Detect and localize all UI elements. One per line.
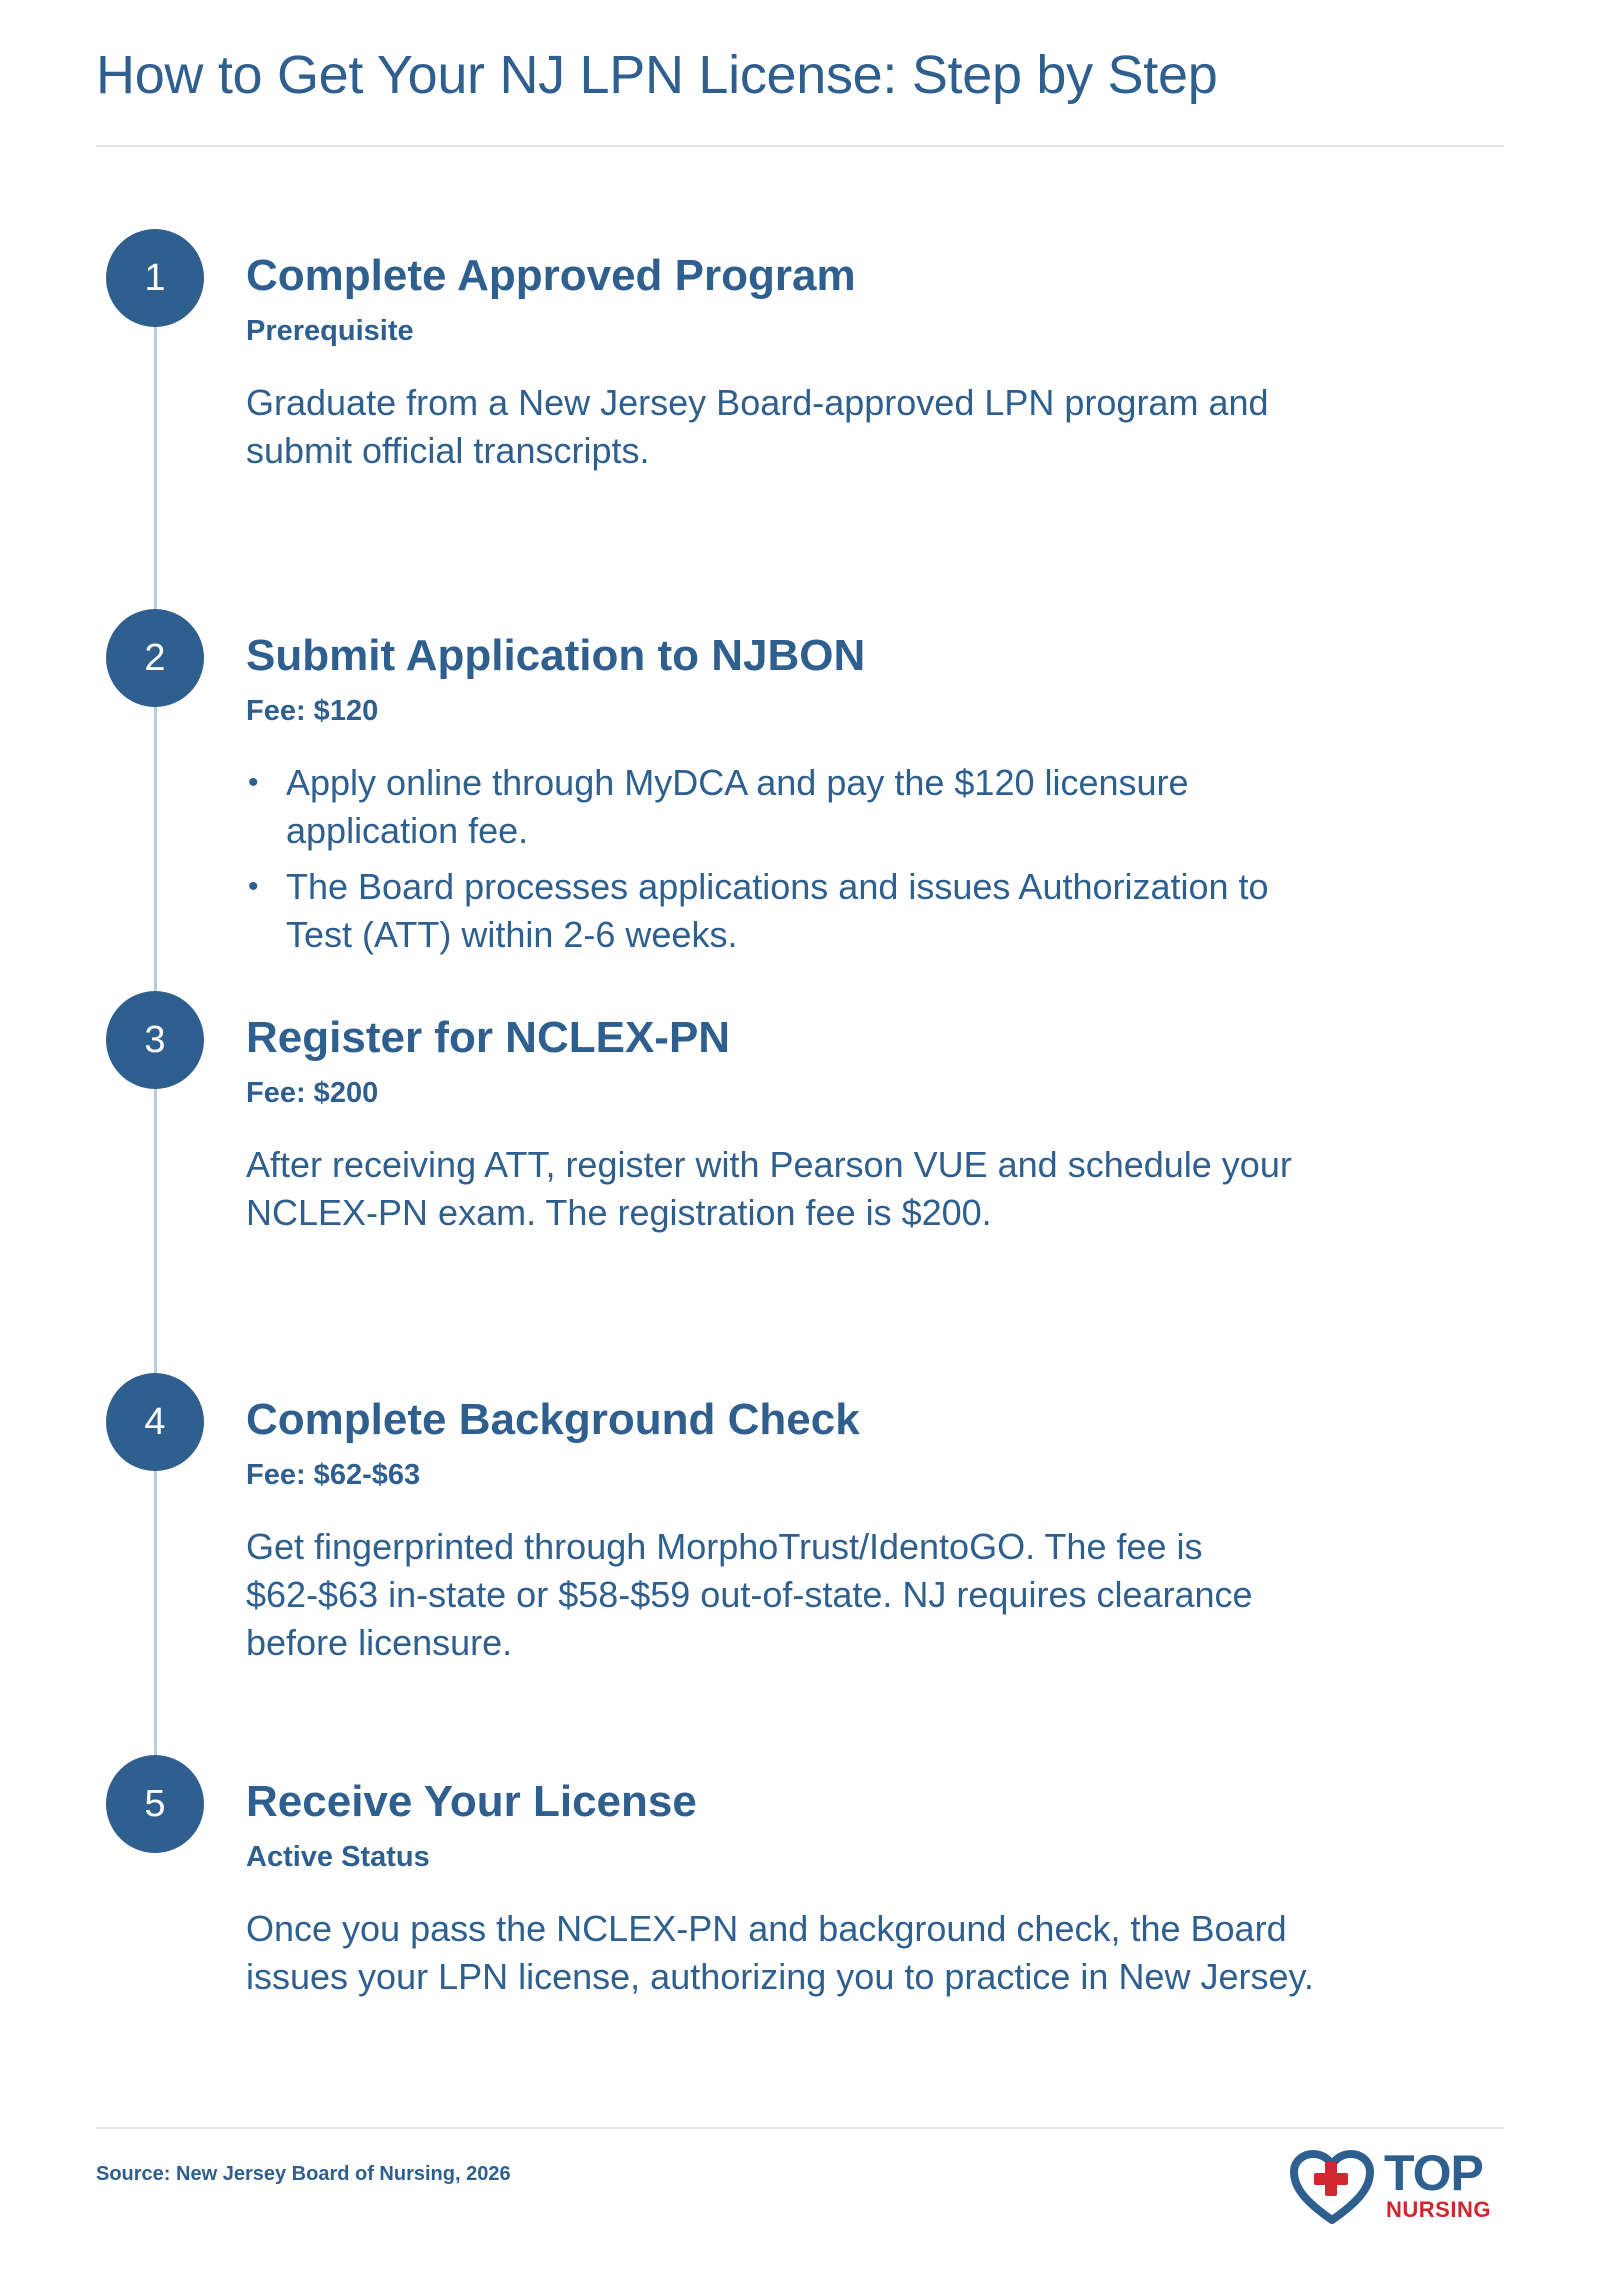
step-title: Submit Application to NJBON bbox=[246, 631, 866, 680]
step-subtitle: Fee: $200 bbox=[246, 1077, 379, 1109]
list-item: • The Board processes applications and issues Authorization to Test (ATT) within 2-6 weeks. bbox=[246, 863, 1296, 959]
source-note: Source: New Jersey Board of Nursing, 2026 bbox=[96, 2163, 511, 2185]
step-number-badge: 5 bbox=[106, 1755, 204, 1853]
step-description: After receiving ATT, register with Pearson VUE and schedule your NCLEX-PN exam. The registration fee is $200. bbox=[246, 1144, 1292, 1233]
step-number-badge: 4 bbox=[106, 1373, 204, 1471]
brand-wordmark-top: TOP bbox=[1384, 2145, 1483, 2201]
step-description: Get fingerprinted through MorphoTrust/IdentoGO. The fee is $62-$63 in-state or $58-$59 out-of-state. NJ requires clearance before licensure. bbox=[246, 1526, 1253, 1663]
step-subtitle: Fee: $120 bbox=[246, 695, 379, 727]
page-title: How to Get Your NJ LPN License: Step by Step bbox=[96, 45, 1218, 105]
step-number-badge: 1 bbox=[106, 229, 204, 327]
step-subtitle: Fee: $62-$63 bbox=[246, 1459, 421, 1491]
step-description: Graduate from a New Jersey Board-approved LPN program and submit official transcripts. bbox=[246, 382, 1269, 471]
heart-plus-icon bbox=[1290, 2150, 1374, 2224]
brand-wordmark-bottom: NURSING bbox=[1386, 2197, 1491, 2222]
step-subtitle: Prerequisite bbox=[246, 315, 414, 347]
header-divider bbox=[96, 145, 1504, 147]
list-item: • Apply online through MyDCA and pay the $120 licensure application fee. bbox=[246, 759, 1296, 855]
step-description: Once you pass the NCLEX-PN and background check, the Board issues your LPN license, authorizing you to practice in New Jersey. bbox=[246, 1908, 1314, 1997]
bullet-dot-icon: • bbox=[248, 870, 259, 903]
step-title: Register for NCLEX-PN bbox=[246, 1013, 731, 1062]
step-number-badge: 2 bbox=[106, 609, 204, 707]
step-title: Complete Approved Program bbox=[246, 251, 856, 300]
step-number-badge: 3 bbox=[106, 991, 204, 1089]
step-bullet-list bbox=[246, 759, 1296, 967]
step-title: Receive Your License bbox=[246, 1777, 697, 1826]
footer-divider bbox=[96, 2127, 1504, 2129]
step-title: Complete Background Check bbox=[246, 1395, 860, 1444]
brand-logo bbox=[1290, 2145, 1510, 2228]
bullet-dot-icon: • bbox=[248, 766, 259, 799]
step-subtitle: Active Status bbox=[246, 1841, 430, 1873]
